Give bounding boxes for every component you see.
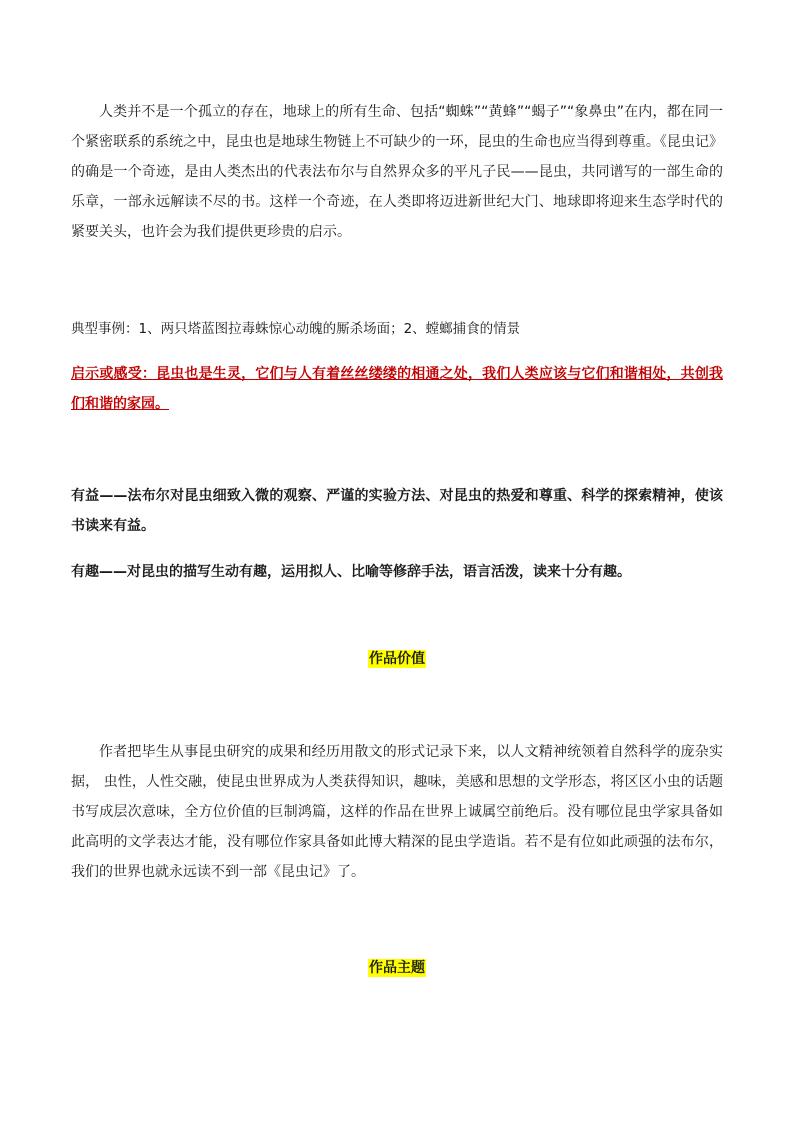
insight-line: 启示或感受：昆虫也是生灵，它们与人有着丝丝缕缕的相通之处，我们人类应该与它们和谐相处，共创我们和谐的家园。 xyxy=(71,366,723,412)
section-heading-theme-text: 作品主题 xyxy=(369,960,425,976)
typical-examples-line: 典型事例：1、两只塔蓝图拉毒蛛惊心动魄的厮杀场面；2、螳螂捕食的情景 xyxy=(71,321,521,337)
interesting-line: 有趣——对昆虫的描写生动有趣，运用拟人、比喻等修辞手法，语言活泼，读来十分有趣。 xyxy=(71,564,631,580)
intro-paragraph: 人类并不是一个孤立的存在，地球上的所有生命、包括“蜘蛛”“黄蜂”“蝎子”“象鼻虫”在内，都在同一个紧密联系的系统之中，昆虫也是地球生物链上不可缺少的一环，昆虫的生命也应当得到尊重。《昆虫记》的确是一个奇迹，是由人类杰出的代表法布尔与自然界众多的平凡子民——昆虫，共同谱写的一部生命的乐章，一部永远解读不尽的书。这样一个奇迹，在人类即将迈进新世纪大门、地球即将迎来生态学时代的紧要关头，也许会为我们提供更珍贵的启示。 xyxy=(71,104,723,240)
section-heading-value xyxy=(0,648,794,668)
section-heading-theme xyxy=(0,957,794,977)
section-heading-value-text: 作品价值 xyxy=(369,651,425,667)
value-paragraph: 作者把毕生从事昆虫研究的成果和经历用散文的形式记录下来，以人文精神统领着自然科学的庞杂实据， 虫性，人性交融，使昆虫世界成为人类获得知识，趣味，美感和思想的文学形态，将区区小虫的话题书写成层次意味，全方位价值的巨制鸿篇，这样的作品在世界上诚属空前绝后。没有哪位昆虫学家具备如此高明的文学表达才能，没有哪位作家具备如此博大精深的昆虫学造诣。若不是有位如此顽强的法布尔，我们的世界也就永远读不到一部《昆虫记》了。 xyxy=(71,744,723,880)
beneficial-line: 有益——法布尔对昆虫细致入微的观察、严谨的实验方法、对昆虫的热爱和尊重、科学的探索精神，使该书读来有益。 xyxy=(71,488,723,534)
